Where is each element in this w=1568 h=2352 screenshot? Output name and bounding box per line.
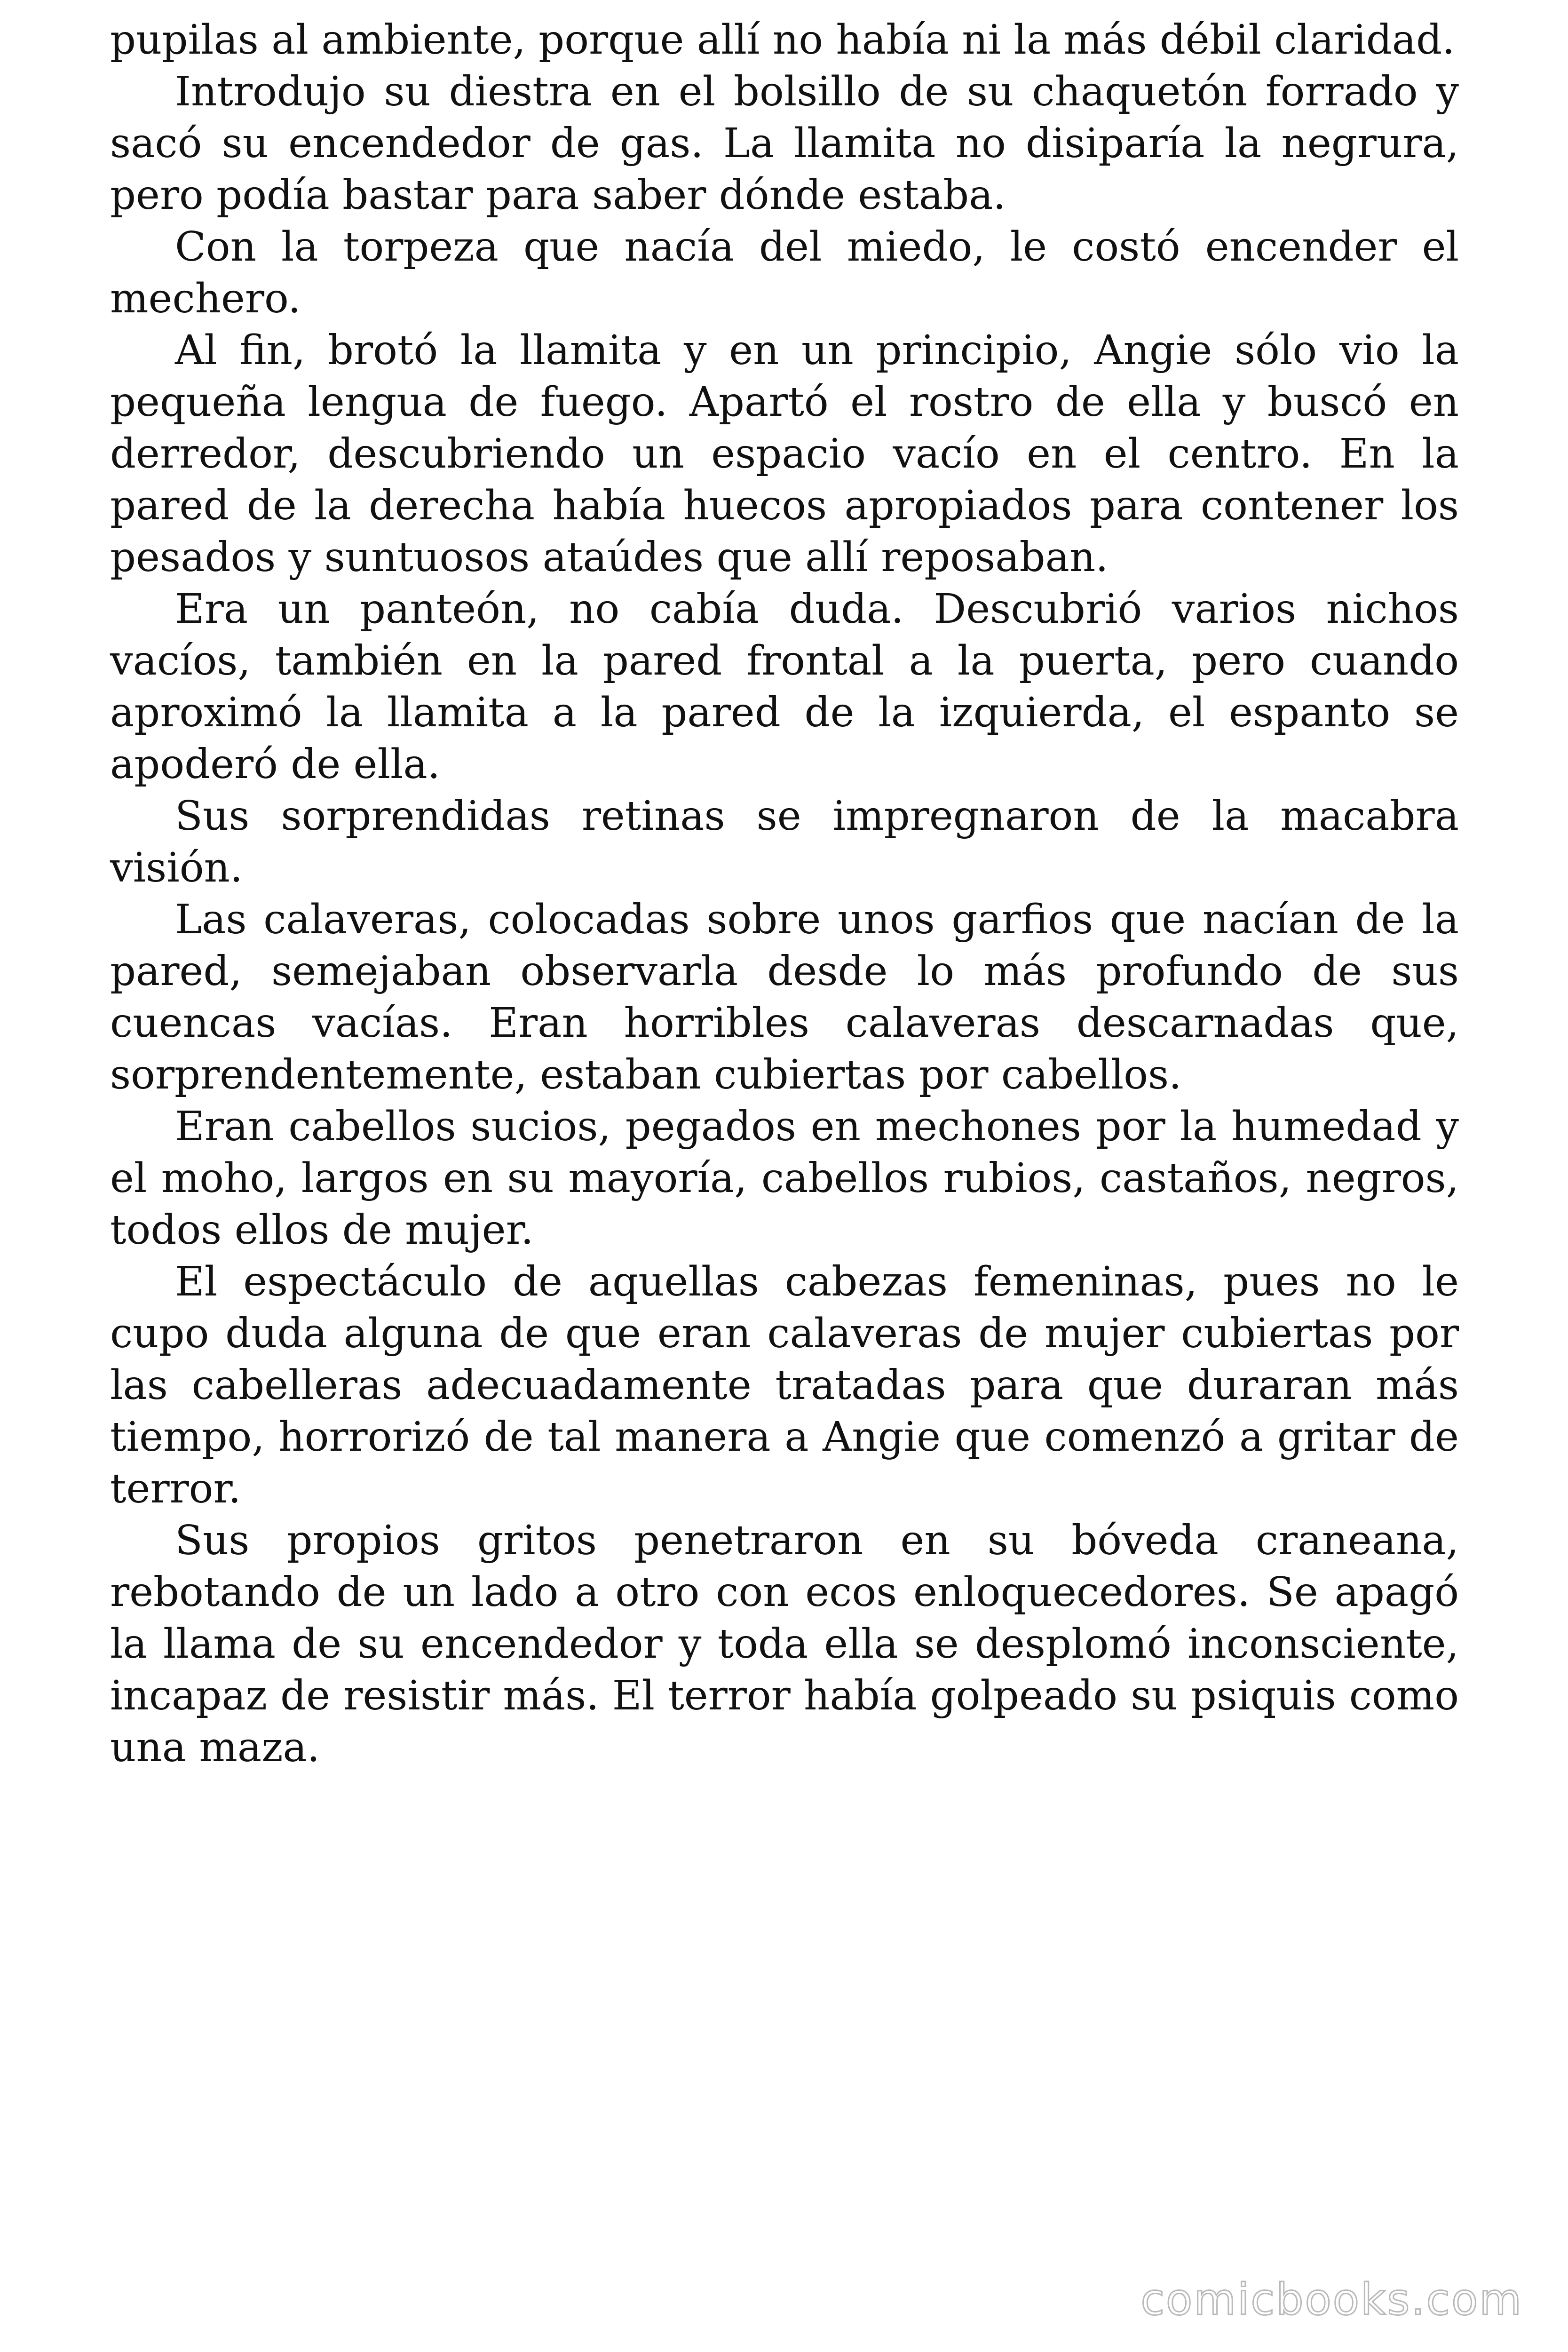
paragraph: Con la torpeza que nacía del miedo, le costó encender el mechero. bbox=[110, 223, 1459, 322]
paragraph: Al fin, brotó la llamita y en un principio, Angie sólo vio la pequeña lengua de fuego. Apartó el rostro de ella y buscó en derredor, descubriendo un espacio vacío en el centro. En la pared de la derecha había huecos apropiados para contener los pesados y suntuosos ataúdes que allí reposaban. bbox=[110, 327, 1459, 581]
paragraph: Sus sorprendidas retinas se impregnaron de la macabra visión. bbox=[110, 793, 1459, 891]
paragraph: Eran cabellos sucios, pegados en mechones por la humedad y el moho, largos en su mayoría, cabellos rubios, castaños, negros, todos ellos de mujer. bbox=[110, 1103, 1459, 1254]
paragraph: pupilas al ambiente, porque allí no había ni la más débil claridad. bbox=[110, 16, 1455, 64]
paragraph: Introdujo su diestra en el bolsillo de su chaquetón forrado y sacó su encendedor de gas. La llamita no disiparía la negrura, pero podía bastar para saber dónde estaba. bbox=[110, 68, 1459, 219]
paragraph: Sus propios gritos penetraron en su bóveda craneana, rebotando de un lado a otro con ecos enloquecedores. Se apagó la llama de su encendedor y toda ella se desplomó inconsciente, incapaz de resistir más. El terror había golpeado su psiquis como una maza. bbox=[110, 1517, 1459, 1771]
page-body bbox=[110, 14, 1459, 1773]
paragraph: Era un panteón, no cabía duda. Descubrió varios nichos vacíos, también en la pared frontal a la puerta, pero cuando aproximó la llamita a la pared de la izquierda, el espanto se apoderó de ella. bbox=[110, 586, 1459, 788]
paragraph: El espectáculo de aquellas cabezas femeninas, pues no le cupo duda alguna de que eran calaveras de mujer cubiertas por las cabelleras adecuadamente tratadas para que duraran más tiempo, horrorizó de tal manera a Angie que comenzó a gritar de terror. bbox=[110, 1258, 1459, 1512]
paragraph: Las calaveras, colocadas sobre unos garfios que nacían de la pared, semejaban observarla desde lo más profundo de sus cuencas vacías. Eran horribles calaveras descarnadas que, sorprendentemente, estaban cubiertas por cabellos. bbox=[110, 896, 1459, 1098]
watermark: comicbooks.com bbox=[1140, 2274, 1523, 2325]
